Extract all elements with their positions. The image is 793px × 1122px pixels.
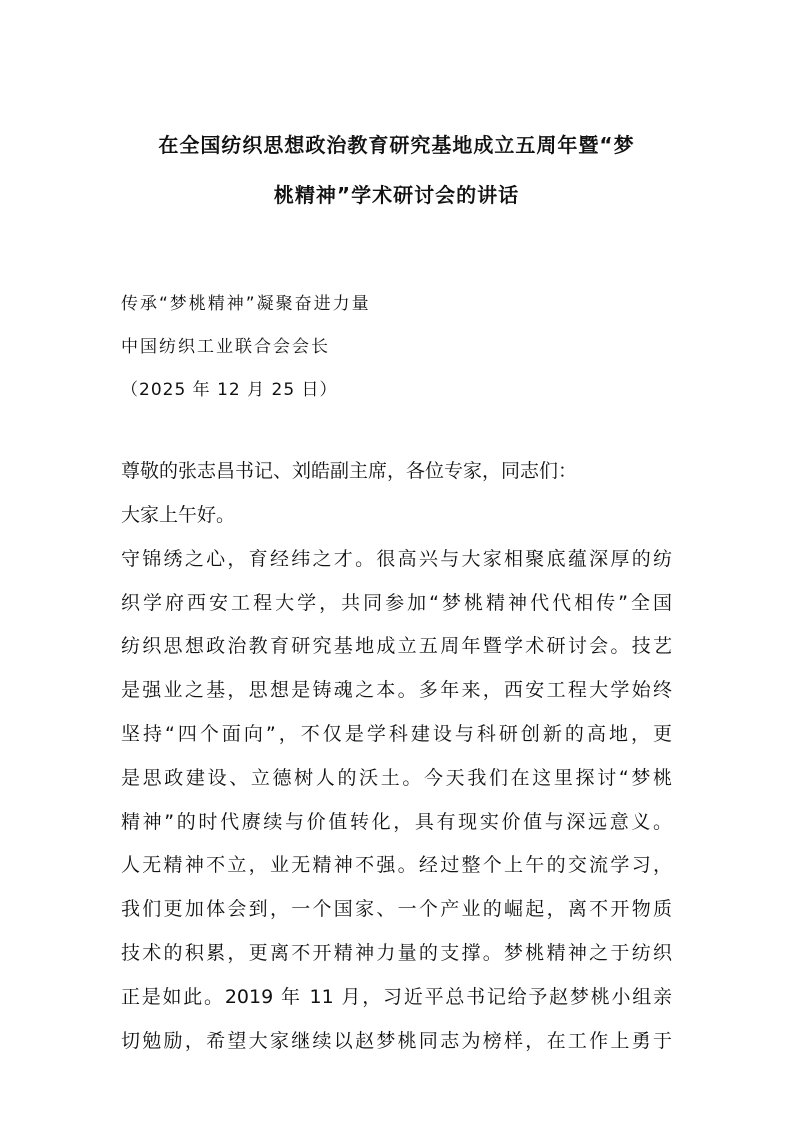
body-line: 纺织思想政治教育研究基地成立五周年暨学术研讨会。技艺 [121, 635, 672, 657]
greeting: 大家上午好。 [121, 504, 236, 526]
body-line: 我们更加体会到，一个国家、一个产业的崛起，离不开物质 [121, 898, 672, 920]
body-line: 织学府西安工程大学，共同参加“梦桃精神代代相传”全国 [121, 592, 672, 614]
document-title-line-1: 在全国纺织思想政治教育研究基地成立五周年暨“梦 [158, 133, 635, 157]
body-line: 坚持“四个面向”，不仅是学科建设与科研创新的高地，更 [121, 723, 672, 745]
body-line: 正是如此。2019 年 11 月，习近平总书记给予赵梦桃小组亲 [121, 986, 672, 1008]
document-title-line-2: 桃精神”学术研讨会的讲话 [273, 183, 520, 207]
salutation: 尊敬的张志昌书记、刘皓副主席，各位专家，同志们： [121, 460, 578, 482]
body-line: 是思政建设、立德树人的沃土。今天我们在这里探讨“梦桃 [121, 767, 672, 789]
speech-subtitle: 传承“梦桃精神”凝聚奋进力量 [121, 294, 371, 314]
body-line: 人无精神不立，业无精神不强。经过整个上午的交流学习， [121, 854, 672, 876]
body-line: 精神”的时代赓续与价值转化，具有现实价值与深远意义。 [121, 811, 672, 833]
speaker-title: 中国纺织工业联合会会长 [121, 337, 330, 357]
body-line: 是强业之基，思想是铸魂之本。多年来，西安工程大学始终 [121, 679, 672, 701]
body-line: 切勉励，希望大家继续以赵梦桃同志为榜样，在工作上勇于 [121, 1030, 672, 1052]
speech-date: （2025 年 12 月 25 日） [121, 380, 338, 400]
body-line: 技术的积累，更离不开精神力量的支撑。梦桃精神之于纺织 [121, 942, 672, 964]
body-line: 守锦绣之心，育经纬之才。很高兴与大家相聚底蕴深厚的纺 [121, 548, 672, 570]
